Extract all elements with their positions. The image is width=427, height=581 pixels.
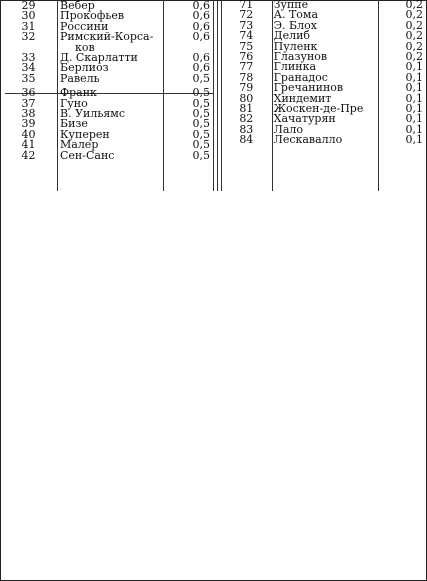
composer-name: Франк (60, 86, 97, 100)
row-number: 41 (21, 138, 36, 152)
row-value: 0,5 (192, 71, 210, 85)
row-number: 84 (239, 133, 254, 147)
composer-name: Малер (60, 138, 99, 152)
composer-name: Равель (60, 71, 100, 85)
row-value: 0,2 (405, 18, 423, 32)
row-value: 0,2 (405, 50, 423, 64)
composer-name: Куперен (60, 127, 110, 141)
row-number: 38 (21, 107, 36, 121)
center-divider-left (217, 0, 218, 191)
row-value: 0,1 (405, 81, 423, 95)
row-value: 0,6 (192, 9, 210, 23)
composer-name: Лескавалло (273, 133, 343, 147)
row-number: 79 (239, 81, 254, 95)
table-row (0, 32, 214, 42)
composer-name: Делиб (273, 29, 311, 43)
row-value: 0,1 (405, 122, 423, 136)
row-number: 33 (21, 51, 36, 65)
row-number: 30 (21, 9, 36, 23)
composer-name: А. Тома (273, 8, 319, 22)
row-value: 0,5 (192, 96, 210, 110)
composer-name: Берлиоз (60, 61, 109, 75)
composer-name: Глазунов (273, 50, 328, 64)
composer-name: Жоскен-де-Пре (273, 102, 364, 116)
composer-name: Гуно (60, 96, 88, 110)
row-number: 80 (239, 91, 254, 105)
row-value: 0,1 (405, 112, 423, 126)
row-value: 0,2 (405, 39, 423, 53)
row-number: 76 (239, 50, 254, 64)
row-number: 81 (239, 102, 254, 116)
composer-name: Гранадос (273, 70, 328, 84)
composer-name: Вебер (60, 0, 95, 12)
row-value: 0,2 (405, 8, 423, 22)
row-value: 0,6 (192, 51, 210, 65)
composer-name: Зуппе (273, 0, 309, 11)
row-value: 0,6 (192, 0, 210, 12)
row-value: 0,2 (405, 0, 423, 11)
composer-name: Хиндемит (273, 91, 332, 105)
row-number: 39 (21, 117, 36, 131)
row-number: 29 (21, 0, 36, 12)
row-value: 0,6 (192, 61, 210, 75)
left-table (0, 1, 214, 161)
composer-name: Хачатурян (273, 112, 336, 126)
table-row (0, 151, 214, 161)
row-number: 42 (21, 148, 36, 162)
left-table-top-group (0, 1, 214, 84)
composer-name: Прокофьев (60, 9, 125, 23)
row-number: 77 (239, 60, 254, 74)
row-number: 34 (21, 61, 36, 75)
row-value: 0,1 (405, 91, 423, 105)
row-number: 32 (21, 30, 36, 44)
row-number: 40 (21, 127, 36, 141)
row-value: 0,1 (405, 70, 423, 84)
row-number: 37 (21, 96, 36, 110)
row-value: 0,5 (192, 138, 210, 152)
composer-name: Пуленк (273, 39, 318, 53)
row-number: 82 (239, 112, 254, 126)
composer-name: В. Уильямс (60, 107, 125, 121)
composer-name: Россини (60, 19, 109, 33)
row-number: 72 (239, 8, 254, 22)
row-value: 0,2 (405, 29, 423, 43)
row-value: 0,1 (405, 60, 423, 74)
row-value: 0,6 (192, 30, 210, 44)
composer-name: Римский-Корса- (60, 30, 154, 44)
composer-name: Глинка (273, 60, 317, 74)
row-value: 0,1 (405, 133, 423, 147)
row-number: 78 (239, 70, 254, 84)
row-value: 0,5 (192, 86, 210, 100)
composer-name: Бизе (60, 117, 88, 131)
composer-name: Сен-Санс (60, 148, 115, 162)
row-value: 0,5 (192, 107, 210, 121)
left-table-bottom-group (0, 88, 214, 161)
row-number: 74 (239, 29, 254, 43)
row-number: 36 (21, 86, 36, 100)
row-value: 0,1 (405, 102, 423, 116)
composer-name: Э. Блох (273, 18, 317, 32)
row-value: 0,5 (192, 117, 210, 131)
composer-name: ков (75, 40, 95, 54)
composer-name: Д. Скарлатти (60, 51, 138, 65)
row-number: 35 (21, 71, 36, 85)
row-value: 0,5 (192, 148, 210, 162)
row-number: 31 (21, 19, 36, 33)
row-number: 75 (239, 39, 254, 53)
table-row (222, 135, 427, 145)
composer-name: Гречанинов (273, 81, 344, 95)
row-value: 0,5 (192, 127, 210, 141)
row-value: 0,6 (192, 19, 210, 33)
composer-name: Лало (273, 122, 303, 136)
table-row (0, 74, 214, 84)
row-number: 83 (239, 122, 254, 136)
right-table (222, 0, 427, 146)
row-number: 73 (239, 18, 254, 32)
row-number: 71 (239, 0, 254, 11)
